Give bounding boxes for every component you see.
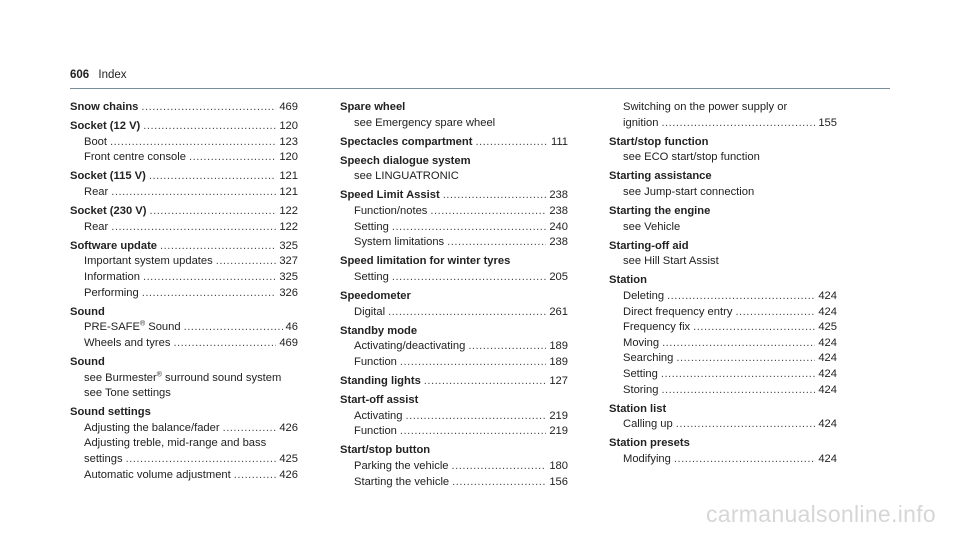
subentry-label: Function	[354, 425, 397, 438]
index-entry-software-update	[70, 239, 298, 301]
subentry-label: Starting the vehicle	[354, 475, 450, 488]
index-entry-switching-continued	[609, 100, 837, 131]
page-ref[interactable]: 238	[549, 205, 568, 218]
page-ref[interactable]: 424	[818, 452, 837, 465]
page-ref[interactable]: 121	[279, 185, 298, 198]
subentry-label: Function	[354, 355, 397, 368]
subentry-label: Calling up	[623, 418, 673, 431]
page-ref[interactable]: 219	[549, 425, 568, 438]
index-column-1	[70, 100, 298, 487]
entry-heading: Station	[609, 274, 647, 287]
subentry-label: Setting	[354, 270, 389, 283]
entry-heading: Starting-off aid	[609, 239, 689, 252]
index-column-2	[340, 100, 568, 494]
subentry-label: Digital	[354, 305, 386, 318]
subentry-label: Frequency fix	[623, 321, 691, 334]
entry-heading: Starting assistance	[609, 170, 712, 183]
page-ref[interactable]: 425	[279, 452, 298, 465]
see-reference[interactable]: see Hill Start Assist	[623, 255, 719, 268]
page-ref[interactable]: 425	[818, 321, 837, 334]
entry-heading: Station list	[609, 402, 667, 415]
index-entry-station-presets	[609, 436, 837, 467]
index-entry-sound-settings	[70, 405, 298, 483]
entry-heading: Spare wheel	[340, 101, 406, 113]
entry-heading: Station presets	[609, 437, 690, 450]
page-ref[interactable]: 189	[549, 340, 568, 353]
page-ref[interactable]: 426	[279, 468, 298, 481]
page-ref[interactable]: 261	[549, 305, 568, 318]
page-ref[interactable]: 156	[549, 475, 568, 488]
entry-heading: Speed Limit Assist	[340, 189, 440, 202]
index-entry-station	[609, 273, 837, 398]
index-entry-sound	[70, 305, 298, 352]
subentry-label: Setting	[623, 368, 658, 380]
entry-heading: Sound settings	[70, 406, 151, 419]
page-ref[interactable]: 469	[279, 336, 298, 349]
page-ref[interactable]: 327	[279, 255, 298, 268]
page-ref[interactable]: 155	[818, 116, 837, 129]
index-entry-speed-limitation	[340, 254, 568, 285]
subentry-label: ignition	[623, 116, 659, 129]
index-entry-socket-115v	[70, 169, 298, 200]
subentry-label: Activating	[354, 409, 403, 422]
subentry-label: System limitations	[354, 236, 445, 249]
subentry-label: Front centre console	[84, 151, 186, 164]
entry-heading: Starting the engine	[609, 205, 711, 218]
page-ref[interactable]: 424	[818, 336, 837, 349]
index-entry-starting-assistance	[609, 169, 837, 200]
entry-heading: Start-off assist	[340, 394, 419, 407]
subentry-label: Searching	[623, 352, 674, 365]
subentry-label: Storing	[623, 383, 659, 396]
subentry-label: Rear	[84, 220, 109, 233]
entry-heading: Spectacles compartment	[340, 135, 473, 148]
page-ref[interactable]: 469	[279, 101, 298, 113]
subentry-label: Boot	[84, 135, 108, 148]
page-ref[interactable]: 180	[549, 459, 568, 472]
entry-heading: Software update	[70, 239, 158, 252]
entry-heading: Standby mode	[340, 324, 418, 337]
page-header	[70, 69, 127, 81]
index-column-3	[609, 100, 837, 471]
subentry-label: Automatic volume adjustment	[84, 468, 231, 481]
page-ref[interactable]: 122	[279, 220, 298, 233]
page-ref[interactable]: 120	[279, 151, 298, 164]
entry-heading: Speedometer	[340, 290, 411, 303]
subentry-label: Performing	[84, 286, 139, 299]
entry-heading: Socket (230 V)	[70, 205, 147, 218]
entry-heading: Start/stop function	[609, 135, 709, 148]
index-entry-start-stop-function	[609, 135, 837, 166]
index-entry-start-stop-button	[340, 443, 568, 490]
subentry-label: Activating/deactivating	[354, 340, 466, 353]
index-entry-spare-wheel	[340, 100, 568, 131]
see-reference[interactable]: see Emergency spare wheel	[354, 116, 496, 129]
index-entry-speed-limit-assist	[340, 188, 568, 250]
page-ref[interactable]: 189	[549, 355, 568, 368]
subentry-label: Parking the vehicle	[354, 459, 449, 472]
index-entry-snow-chains	[70, 100, 298, 116]
page-number: 606	[70, 69, 90, 81]
subentry-label: settings	[84, 452, 123, 465]
page-ref[interactable]: 424	[818, 290, 837, 303]
page-ref[interactable]: 123	[279, 135, 298, 148]
index-entry-spectacles	[340, 135, 568, 151]
see-reference[interactable]: see Vehicle	[623, 220, 681, 233]
page-ref[interactable]: 424	[818, 305, 837, 318]
subentry-label: Rear	[84, 185, 109, 198]
page-ref[interactable]: 424	[818, 368, 837, 380]
index-entry-start-off-assist	[340, 393, 568, 440]
page-ref[interactable]: 238	[549, 236, 568, 249]
subentry-label: Wheels and tyres	[84, 336, 171, 349]
subentry-label: Switching on the power supply or	[623, 101, 788, 113]
index-entry-standby-mode	[340, 324, 568, 371]
see-reference[interactable]: see ECO start/stop function	[623, 151, 760, 164]
subentry-label: PRE-SAFE® Sound	[84, 320, 181, 334]
page-ref[interactable]: 205	[549, 270, 568, 283]
subentry-label: Function/notes	[354, 205, 428, 218]
index-entry-starting-off-aid	[609, 239, 837, 270]
index-entry-speedometer	[340, 289, 568, 320]
entry-heading: Snow chains	[70, 101, 139, 113]
page-ref[interactable]: 325	[279, 270, 298, 283]
page-title: Index	[98, 69, 127, 81]
page-ref[interactable]: 219	[549, 409, 568, 422]
subentry-label: Adjusting treble, mid-range and bass	[84, 437, 267, 450]
see-reference[interactable]: see LINGUATRONIC	[354, 170, 459, 183]
page-ref[interactable]: 111	[550, 135, 568, 148]
page-ref[interactable]: 325	[279, 239, 298, 252]
page-ref[interactable]: 238	[549, 189, 568, 202]
subentry-label: Modifying	[623, 452, 671, 465]
index-entry-standing-lights	[340, 374, 568, 390]
see-reference[interactable]: see Jump-start connection	[623, 185, 755, 198]
page-ref[interactable]: 424	[818, 418, 837, 431]
entry-heading: Speed limitation for winter tyres	[340, 255, 511, 268]
index-entry-sound-2	[70, 355, 298, 402]
subentry-label: Information	[84, 270, 140, 283]
see-reference[interactable]: see Burmester® surround sound system	[84, 370, 282, 384]
entry-heading: Speech dialogue system	[340, 154, 471, 167]
subentry-label: Setting	[354, 220, 389, 233]
subentry-label: Deleting	[623, 290, 665, 303]
entry-heading: Sound	[70, 305, 105, 318]
header-divider	[70, 88, 890, 89]
index-entry-station-list	[609, 402, 837, 433]
page-ref[interactable]: 326	[279, 286, 298, 299]
index-entry-socket-12v	[70, 119, 298, 166]
subentry-label: Direct frequency entry	[623, 305, 733, 318]
index-entry-starting-the-engine	[609, 204, 837, 235]
entry-heading: Sound	[70, 355, 105, 368]
page-ref[interactable]: 240	[549, 220, 568, 233]
page-ref[interactable]: 122	[279, 205, 298, 218]
subentry-label: Moving	[623, 336, 660, 349]
subentry-label: Important system updates	[84, 255, 213, 268]
index-entry-speech	[340, 154, 568, 185]
page-ref[interactable]: 121	[279, 170, 298, 183]
subentry-label: Adjusting the balance/fader	[84, 421, 220, 434]
entry-heading: Socket (12 V)	[70, 120, 141, 133]
index-entry-socket-230v	[70, 204, 298, 235]
page-ref[interactable]: 46	[285, 321, 298, 334]
entry-heading: Socket (115 V)	[70, 170, 146, 183]
page-ref[interactable]: 424	[818, 383, 837, 396]
watermark-text: carmanualsonline.info	[705, 501, 936, 527]
page-ref[interactable]: 127	[549, 375, 568, 387]
entry-heading: Standing lights	[340, 375, 421, 387]
see-reference[interactable]: see Tone settings	[84, 387, 171, 400]
page-ref[interactable]: 426	[279, 421, 298, 434]
entry-heading: Start/stop button	[340, 444, 431, 457]
page-ref[interactable]: 424	[818, 352, 837, 365]
page-ref[interactable]: 120	[279, 120, 298, 133]
